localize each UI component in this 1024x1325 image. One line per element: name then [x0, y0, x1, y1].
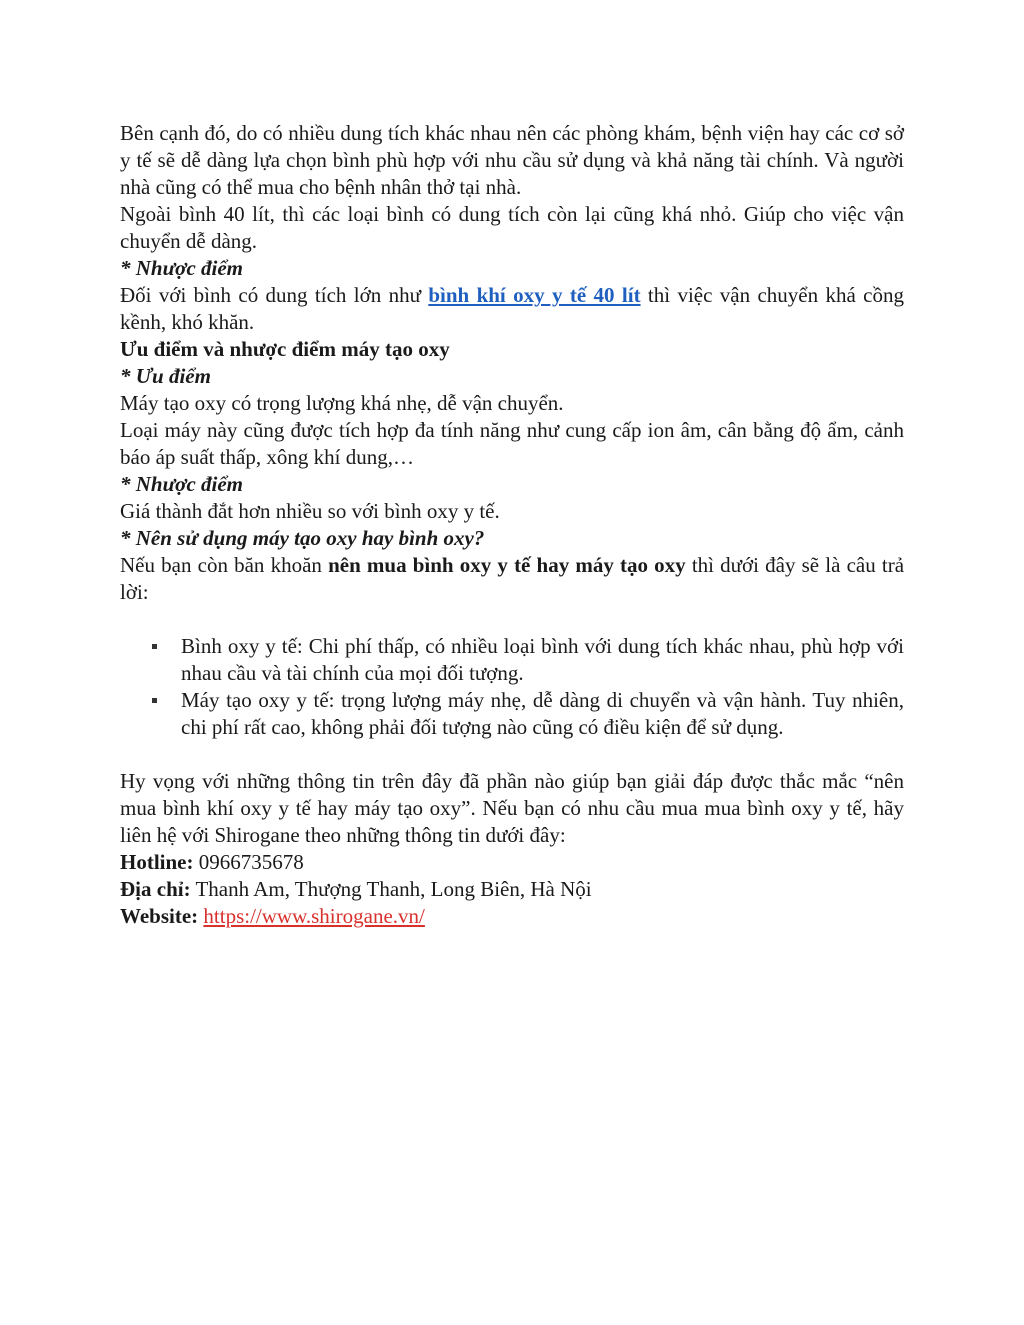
comparison-list [120, 633, 904, 741]
hotline-label: Hotline: [120, 850, 194, 874]
heading-which-to-use: * Nên sử dụng máy tạo oxy hay bình oxy? [120, 526, 485, 550]
website-link[interactable]: https://www.shirogane.vn/ [203, 904, 425, 928]
link-oxygen-tank-40l[interactable]: bình khí oxy y tế 40 lít [428, 283, 641, 307]
paragraph-large-tank-text-before: Đối với bình có dung tích lớn như [120, 283, 429, 307]
contact-website [120, 903, 904, 930]
bullet-square-icon [152, 698, 157, 703]
answer-intro-before: Nếu bạn còn băn khoăn [120, 553, 329, 577]
paragraph-small-capacity: Ngoài bình 40 lít, thì các loại bình có dung tích còn lại cũng khá nhỏ. Giúp cho việc vận chuyển dễ dàng. [120, 202, 904, 253]
answer-intro-after: thì dưới đây sẽ là câu trả lời: [120, 553, 905, 604]
heading-advantages-concentrator: * Ưu điểm [120, 364, 211, 388]
heading-disadvantages-concentrator: * Nhược điểm [120, 472, 244, 496]
address-value: Thanh Am, Thượng Thanh, Long Biên, Hà Nội [190, 877, 592, 901]
paragraph-closing: Hy vọng với những thông tin trên đây đã phần nào giúp bạn giải đáp được thắc mắc “nên mua bình khí oxy y tế hay máy tạo oxy”. Nếu bạn có nhu cầu mua mua bình oxy y tế, hãy liên hệ với Shirogane theo những thông tin dưới đây: [120, 769, 904, 847]
contact-address [120, 876, 904, 903]
list-item-text: Bình oxy y tế: Chi phí thấp, có nhiều loại bình với dung tích khác nhau, phù hợp với nhau cầu và tài chính của mọi đối tượng. [181, 634, 904, 685]
heading-disadvantages-tank: * Nhược điểm [120, 256, 244, 280]
address-label: Địa chỉ: [120, 877, 191, 901]
paragraph-features: Loại máy này cũng được tích hợp đa tính năng như cung cấp ion âm, cân bằng độ ẩm, cảnh báo áp suất thấp, xông khí dung,… [120, 418, 904, 469]
paragraph-large-tank-text-after: thì việc vận chuyển khá cồng kềnh, khó khăn. [120, 283, 905, 334]
contact-hotline [120, 849, 904, 876]
paragraph-advantages-capacity: Bên cạnh đó, do có nhiều dung tích khác nhau nên các phòng khám, bệnh viện hay các cơ sở y tế sẽ dễ dàng lựa chọn bình phù hợp với nhu cầu sử dụng và khả năng tài chính. Và người nhà cũng có thể mua cho bệnh nhân thở tại nhà. [120, 121, 904, 199]
heading-oxygen-concentrator: Ưu điểm và nhược điểm máy tạo oxy [120, 337, 450, 361]
list-item [120, 633, 904, 687]
paragraph-large-tank [120, 282, 904, 336]
paragraph-light-weight: Máy tạo oxy có trọng lượng khá nhẹ, dễ vận chuyển. [120, 391, 564, 415]
list-item-text: Máy tạo oxy y tế: trọng lượng máy nhẹ, dễ dàng di chuyển và vận hành. Tuy nhiên, chi phí rất cao, không phải đối tượng nào cũng có điều kiện để sử dụng. [181, 688, 904, 739]
paragraph-price: Giá thành đắt hơn nhiều so với bình oxy y tế. [120, 499, 500, 523]
answer-intro-bold: nên mua bình oxy y tế hay máy tạo oxy [328, 553, 686, 577]
bullet-square-icon [152, 644, 157, 649]
paragraph-answer-intro [120, 552, 904, 606]
list-item [120, 687, 904, 741]
document-page [120, 120, 904, 930]
website-label: Website: [120, 904, 199, 928]
hotline-value: 0966735678 [193, 850, 304, 874]
